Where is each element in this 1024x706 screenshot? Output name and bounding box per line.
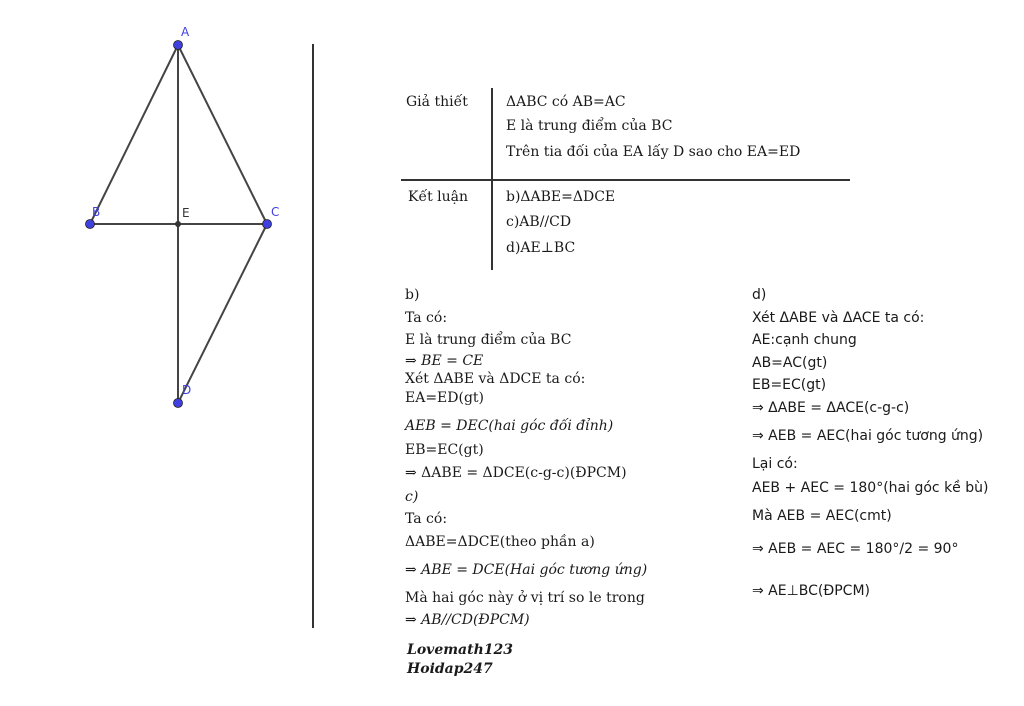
gia-thiet-label: Giả thiết [406,94,468,110]
triangle-figure [0,0,312,430]
part-d-line: Lại có: [752,456,798,472]
part-c-line: ΔABE=ΔDCE(theo phần a) [405,534,595,550]
part-c-heading: c) [405,489,419,505]
part-d-line: EB=EC(gt) [752,377,827,393]
ket-luan-line-1: b)ΔABE=ΔDCE [506,189,616,205]
part-d-line: Mà AEB = AEC(cmt) [752,508,892,524]
label-d: D [182,383,192,397]
label-c: C [271,205,280,219]
ket-luan-label: Kết luận [408,189,469,205]
part-d-conclusion: ⇒ AE⊥BC(ĐPCM) [752,583,871,599]
part-b-line: E là trung điểm của BC [405,332,572,348]
segment-ab [90,45,178,224]
part-d-angle-line: ⇒ AEB = AEC(hai góc tương ứng) [752,428,984,444]
vertical-divider [312,44,314,628]
segment-cd [178,224,267,403]
gia-thiet-line-2: E là trung điểm của BC [506,118,673,134]
gia-thiet-line-3: Trên tia đối của EA lấy D sao cho EA=ED [506,144,801,160]
ket-luan-line-2: c)AB//CD [506,214,572,230]
point-b[interactable] [86,220,95,229]
part-d-line: AB=AC(gt) [752,355,828,371]
signature-hoidap: Hoidap247 [407,661,493,677]
part-c-angle-line: ⇒ ABE = DCE(Hai góc tương ứng) [405,562,648,578]
part-d-line: ⇒ ΔABE = ΔACE(c-g-c) [752,400,910,416]
part-c-line: Mà hai góc này ở vị trí so le trong [405,590,645,606]
part-d-fraction-line: ⇒ AEB = AEC = 180°/2 = 90° [752,541,959,557]
point-a[interactable] [174,41,183,50]
part-d-angle-sum: AEB + AEC = 180°(hai góc kề bù) [752,480,989,496]
part-b-line: EB=EC(gt) [405,442,484,458]
part-b-line: ⇒ BE = CE [405,353,484,369]
part-b-heading: b) [405,287,420,303]
gia-thiet-line-1: ΔABC có AB=AC [506,94,626,110]
part-d-line: Xét ΔABE và ΔACE ta có: [752,310,925,326]
part-b-conclusion: ⇒ ΔABE = ΔDCE(c-g-c)(ĐPCM) [405,465,627,481]
part-d-heading: d) [752,287,767,303]
point-d[interactable] [174,399,183,408]
point-e[interactable] [175,221,181,227]
signature-lovemath: Lovemath123 [407,642,513,658]
label-a: A [181,25,190,39]
label-e: E [182,206,190,220]
point-c[interactable] [263,220,272,229]
segment-ac [178,45,267,224]
part-b-angle-line: AEB = DEC(hai góc đối đỉnh) [405,418,614,434]
part-b-line: Ta có: [405,310,448,326]
part-c-line: Ta có: [405,511,448,527]
part-c-conclusion: ⇒ AB//CD(ĐPCM) [405,612,530,628]
part-b-line: Xét ΔABE và ΔDCE ta có: [405,371,586,387]
label-b: B [92,205,101,219]
ket-luan-line-3: d)AE⊥BC [506,240,576,256]
part-b-line: EA=ED(gt) [405,390,485,406]
part-d-line: AE:cạnh chung [752,332,857,348]
table-horizontal-rule [401,179,850,181]
